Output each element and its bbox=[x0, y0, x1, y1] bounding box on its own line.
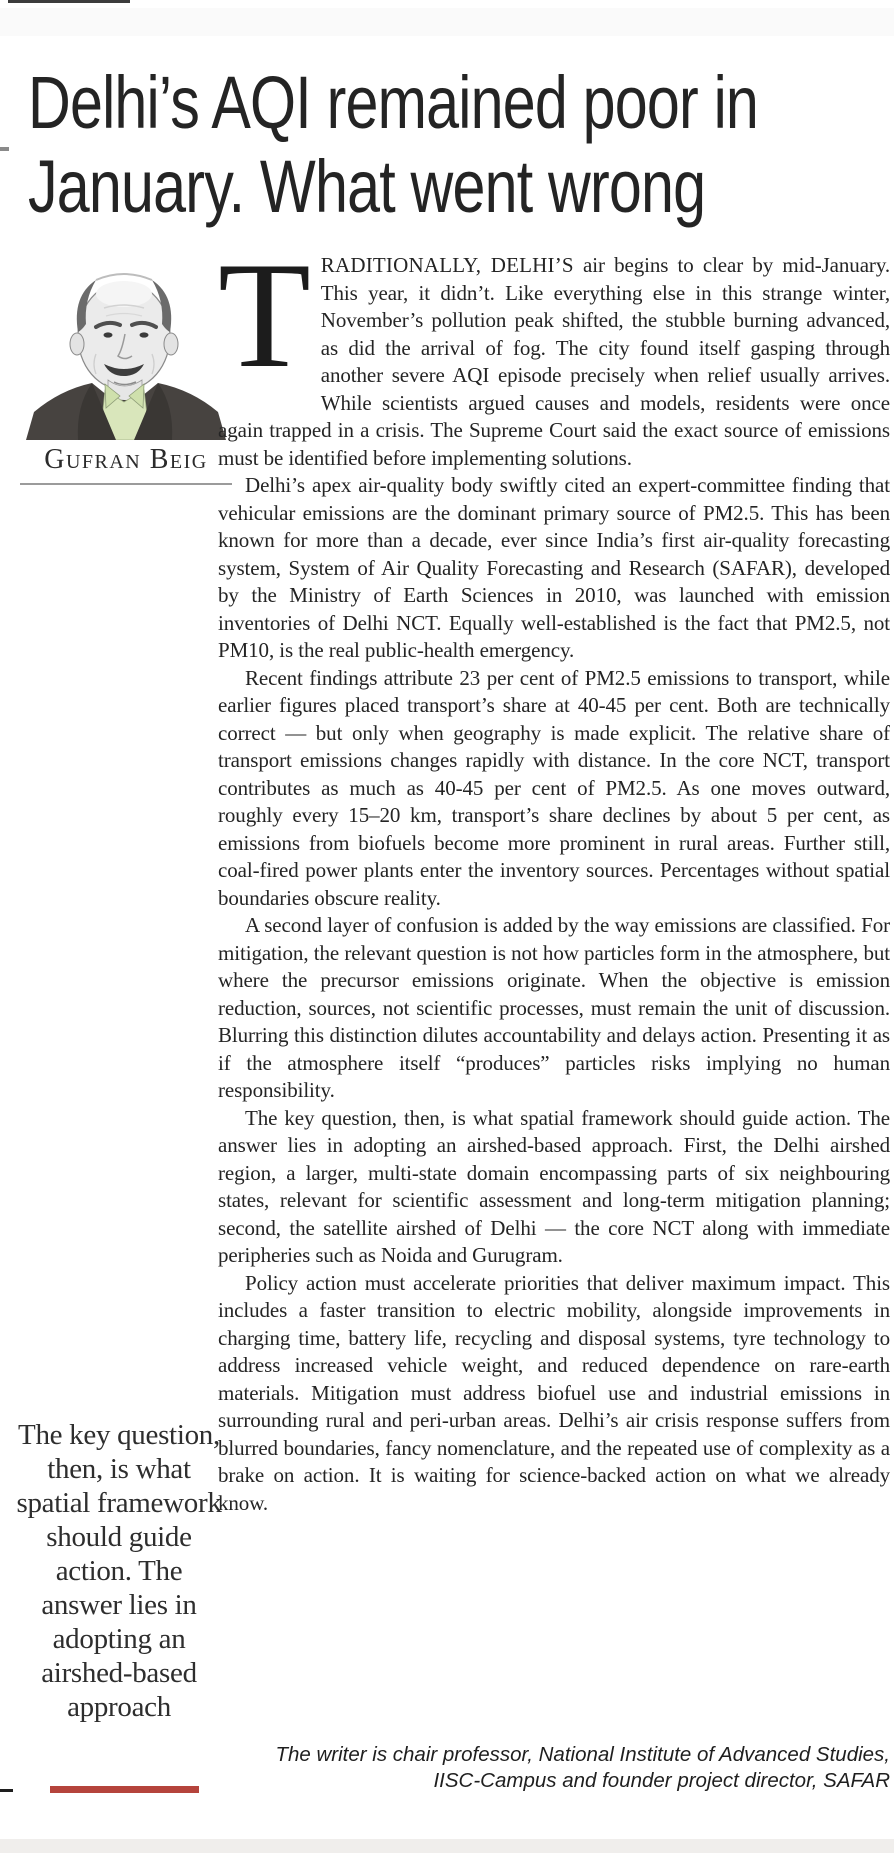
article-paragraph: Delhi’s apex air-quality body swiftly cited an expert-committee finding that vehicular emissions are the dominant primary source of PM2.5. This has been known for more than a decade, ever since India’s first air-quality forecasting system, System of Air Quality Forecasting and Research (SAFAR), developed by the Ministry of Earth Sciences in 2010, was launched with emission inventories of Delhi NCT. Equally well-established is the fact that PM2.5, not PM10, is the real public-health emergency. bbox=[218, 473, 890, 662]
author-portrait-illustration bbox=[20, 250, 232, 440]
author-name-caption: Gufran Beig bbox=[44, 444, 208, 475]
headline-line: January. What went wrong bbox=[28, 145, 706, 229]
headline-line: Delhi’s AQI remained poor in bbox=[28, 61, 759, 145]
author-credit bbox=[218, 1742, 890, 1794]
paragraph-text: air begins to clear by mid-January. This year, it didn’t. Like everything else in this strange winter, November’s pollution peak shifted, the stubble burning advanced, as did the arrival of fog. The city found itself gasping through another severe AQI episode precisely when relief usually arrives. While scientists argued causes and models, residents were once again trapped in a crisis. The Supreme Court said the exact source of emissions must be identified before implementing solutions. bbox=[218, 253, 890, 470]
drop-cap: T bbox=[218, 252, 311, 399]
lead-in-caps: RADITIONALLY, DELHI’S bbox=[320, 253, 574, 277]
scan-artifact-left-tick bbox=[0, 1789, 13, 1792]
article-headline bbox=[28, 61, 894, 229]
credit-line: The writer is chair professor, National Institute of Advanced Studies, bbox=[275, 1743, 890, 1766]
article-paragraph: Recent findings attribute 23 per cent of PM2.5 emissions to transport, while earlier figures placed transport’s share at 40-45 per cent. Both are technically correct — but only when geography is made explicit. The relative share of transport emissions changes rapidly with distance. In the core NCT, transport contributes as much as 40-45 per cent of PM2.5. As one moves outward, roughly every 15–20 km, transport’s share declines by about 5 per cent, as emissions from biofuels become more prominent in rural areas. Further still, coal-fired power plants enter the inventory sources. Percentages without spatial boundaries obscure reality. bbox=[218, 665, 890, 910]
scan-artifact-left-tick bbox=[0, 147, 9, 151]
credit-line: IISC-Campus and founder project director, SAFAR bbox=[433, 1769, 890, 1792]
scan-artifact-top-band bbox=[0, 8, 894, 36]
scan-artifact-top-line bbox=[8, 0, 130, 3]
author-caption-rule bbox=[20, 483, 232, 485]
article-paragraph: Policy action must accelerate priorities that deliver maximum impact. This includes a faster transition to electric mobility, alongside improvements in charging time, battery life, recycling and disposal systems, tyre technology to address increased vehicle weight, and reduced dependence on rare-earth materials. Mitigation must address biofuel use and industrial emissions in surrounding rural and peri-urban areas. Delhi’s air crisis response suffers from blurred boundaries, fancy nomenclature, and the repeated use of complexity as a brake on action. It is waiting for science-backed action on what we already know. bbox=[218, 1270, 890, 1515]
article-paragraph: The key question, then, is what spatial framework should guide action. The answer lies in adopting an airshed-based approach. First, the Delhi airshed region, a larger, multi-state domain encompassing parts of six neighbouring states, relevant for scientific assessment and long-term mitigation planning; second, the satellite airshed of Delhi — the core NCT along with immediate peripheries such as Noida and Gurugram. bbox=[218, 1105, 890, 1267]
pull-quote: The key question, then, is what spatial framework should guide action. The answer lies in adopting an airshed-based approach bbox=[16, 1419, 222, 1723]
author-block bbox=[20, 250, 232, 485]
article-paragraph: A second layer of confusion is added by the way emissions are classified. For mitigation, the relevant question is not how particles form in the atmosphere, but where the precursor emissions originate. When the objective is emission reduction, sources, not scientific processes, must remain the unit of discussion. Blurring this distinction dilutes accountability and delays action. Presenting it as if the atmosphere itself “produces” particles risks implying no human responsibility. bbox=[218, 913, 890, 1102]
scan-artifact-bottom-band bbox=[0, 1839, 894, 1853]
pull-quote-accent-bar bbox=[50, 1786, 199, 1793]
article-paragraph bbox=[218, 252, 890, 472]
article-body bbox=[218, 252, 890, 1734]
